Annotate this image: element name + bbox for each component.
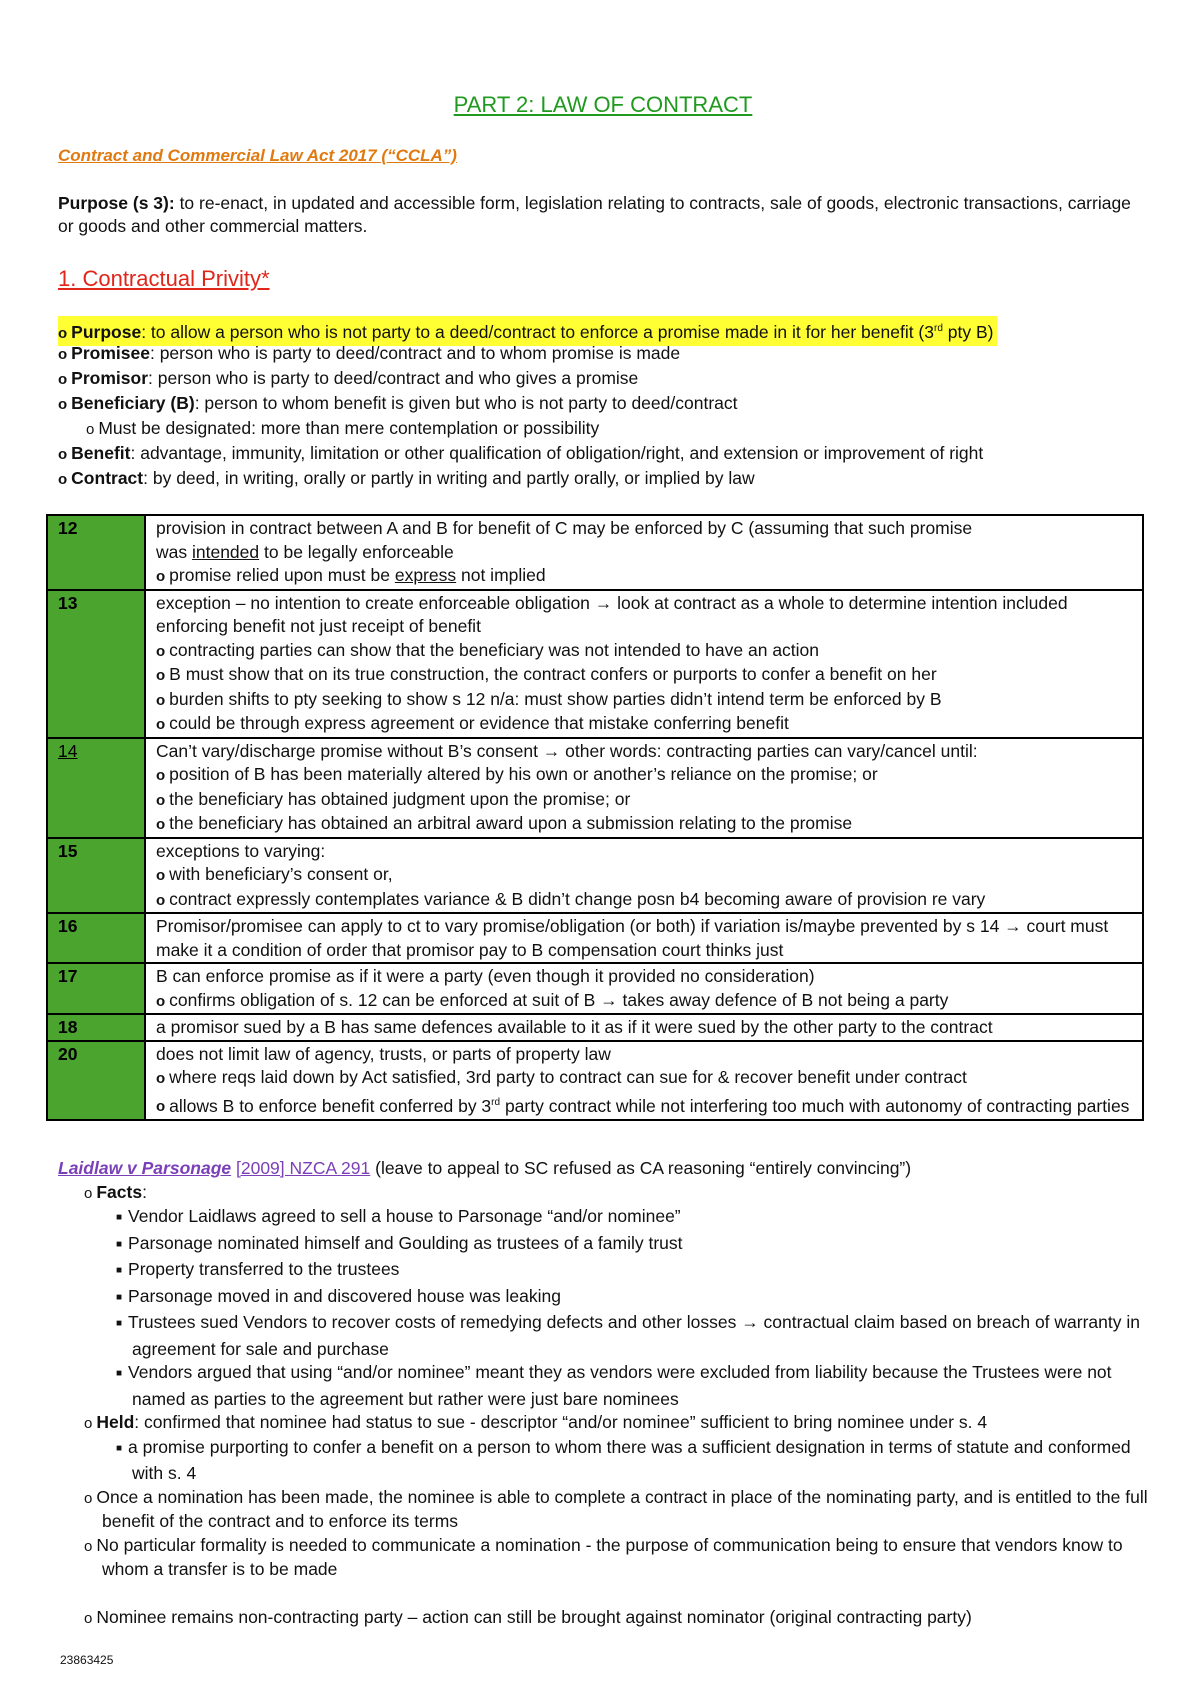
table-row xyxy=(47,963,1143,1014)
list-item: ■ Vendors argued that using “and/or nominee” meant they as vendors were excluded from liability because the Trustees were not named as parties to the agreement but rather were just bare nominees xyxy=(116,1362,1112,1409)
held-heading: o Held: confirmed that nominee had status to sue - descriptor “and/or nominee” sufficient to bring nominee under s. 4 xyxy=(84,1412,988,1432)
section-text: provision in contract between A and B for benefit of C may be enforced by C (assuming that such promise was intended to be legally enforceable o promise relied upon must be express not implied xyxy=(145,515,1143,590)
list-item: o No particular formality is needed to communicate a nomination - the purpose of communication being to ensure that vendors know to whom a transfer is to be made xyxy=(84,1534,1123,1579)
definition-contract: o Contract: by deed, in writing, orally or partly in writing and partly orally, or implied by law xyxy=(58,468,755,488)
purpose-paragraph xyxy=(58,192,1143,238)
section-text: exceptions to varying: o with beneficiary’s consent or, o contract expressly contemplates variance & B didn’t change posn b4 becoming aware of provision re vary xyxy=(145,838,1143,914)
table-row xyxy=(47,1014,1143,1041)
section-number: 14 xyxy=(47,738,145,838)
list-item: o Nominee remains non-contracting party – action can still be brought against nominator (original contracting party) xyxy=(84,1606,972,1627)
definition-benefit: o Benefit: advantage, immunity, limitation or other qualification of obligation/right, and extension or improvement of right xyxy=(58,443,984,463)
list-item: ■ Property transferred to the trustees xyxy=(116,1259,400,1279)
case-name-link[interactable]: Laidlaw v Parsonage xyxy=(58,1158,232,1178)
section-number: 17 xyxy=(47,963,145,1014)
table-row xyxy=(47,838,1143,914)
definition-promisee: o Promisee: person who is party to deed/contract and to whom promise is made xyxy=(58,343,681,363)
section-text: Promisor/promisee can apply to ct to vary promise/obligation (or both) if variation is/maybe prevented by s 14 → court must make it a condition of order that promisor pay to B compensation court thinks just xyxy=(145,913,1143,963)
section-text: Can’t vary/discharge promise without B’s consent → other words: contracting parties can vary/cancel until: o position of B has been materially altered by his own or another’s reliance on the promise; or o the beneficiary has obtained judgment upon the promise; or o the beneficiary has obtained an arbitral award upon a submission relating to the promise xyxy=(145,738,1143,838)
list-item: ■ Parsonage nominated himself and Goulding as trustees of a family trust xyxy=(116,1232,683,1253)
section-number: 12 xyxy=(47,515,145,590)
case-notes xyxy=(58,1157,1158,1630)
table-row xyxy=(47,590,1143,738)
section-text: a promisor sued by a B has same defences available to it as if it were sued by the other party to the contract xyxy=(145,1014,1143,1041)
section-number: 20 xyxy=(47,1041,145,1120)
page-title: PART 2: LAW OF CONTRACT xyxy=(453,92,753,117)
section-number: 18 xyxy=(47,1014,145,1041)
definition-beneficiary-sub: o Must be designated: more than mere contemplation or possibility xyxy=(86,418,600,438)
table-row xyxy=(47,738,1143,838)
section-text: exception – no intention to create enforceable obligation → look at contract as a whole to determine intention included enforcing benefit not just receipt of benefit o contracting parties can show that the beneficiary was not intended to have an action o B must show that on its true construction, the contract confers or purports to confer a benefit on her o burden shifts to pty seeking to show s 12 n/a: must show parties didn’t intend term be enforced by B o could be through express agreement or evidence that mistake conferring benefit xyxy=(145,590,1143,738)
facts-heading: o Facts: xyxy=(84,1181,147,1202)
section-number: 15 xyxy=(47,838,145,914)
section-text: does not limit law of agency, trusts, or parts of property law o where reqs laid down by Act satisfied, 3rd party to contract can sue for & recover benefit under contract o allows B to enforce benefit conferred by 3rd party contract while not interfering too much with autonomy of contracting parties xyxy=(145,1041,1143,1120)
list-item: ■ Trustees sued Vendors to recover costs of remedying defects and other losses → contractual claim based on breach of warranty in agreement for sale and purchase xyxy=(116,1312,1140,1359)
definition-promisor: o Promisor: person who is party to deed/contract and who gives a promise xyxy=(58,368,639,388)
table-row xyxy=(47,1041,1143,1120)
purpose-text: to re-enact, in updated and accessible form, legislation relating to contracts, sale of goods, electronic transactions, carriage or goods and other commercial matters. xyxy=(58,193,1131,236)
act-heading: Contract and Commercial Law Act 2017 (“CCLA”) xyxy=(58,146,457,165)
purpose-label: Purpose (s 3): xyxy=(58,193,175,213)
case-note: (leave to appeal to SC refused as CA reasoning “entirely convincing”) xyxy=(370,1158,912,1178)
case-heading xyxy=(58,1157,1158,1181)
definition-purpose: o Purpose: to allow a person who is not party to a deed/contract to enforce a promise made in it for her benefit (3rd pty B) xyxy=(58,316,1158,341)
section-number: 13 xyxy=(47,590,145,738)
section-heading-privity: 1. Contractual Privity* xyxy=(58,266,270,291)
list-item: ■ a promise purporting to confer a benefit on a person to whom there was a sufficient designation in terms of statute and conformed with s. 4 xyxy=(116,1436,1131,1483)
list-item: ■ Vendor Laidlaws agreed to sell a house to Parsonage “and/or nominee” xyxy=(116,1206,681,1226)
case-citation-link[interactable]: [2009] NZCA 291 xyxy=(236,1158,371,1178)
definition-beneficiary: o Beneficiary (B): person to whom benefit is given but who is not party to deed/contract xyxy=(58,393,738,413)
table-row xyxy=(47,515,1143,590)
definitions-list xyxy=(58,316,1158,491)
section-text: B can enforce promise as if it were a party (even though it provided no consideration) o confirms obligation of s. 12 can be enforced at suit of B → takes away defence of B not being a party xyxy=(145,963,1143,1014)
section-number: 16 xyxy=(47,913,145,963)
sections-table xyxy=(46,514,1144,1121)
page-number: 23863425 xyxy=(60,1653,114,1667)
table-row xyxy=(47,913,1143,963)
list-item: ■ Parsonage moved in and discovered house was leaking xyxy=(116,1285,561,1306)
list-item: o Once a nomination has been made, the nominee is able to complete a contract in place of the nominating party, and is entitled to the full benefit of the contract and to enforce its terms xyxy=(84,1486,1148,1531)
